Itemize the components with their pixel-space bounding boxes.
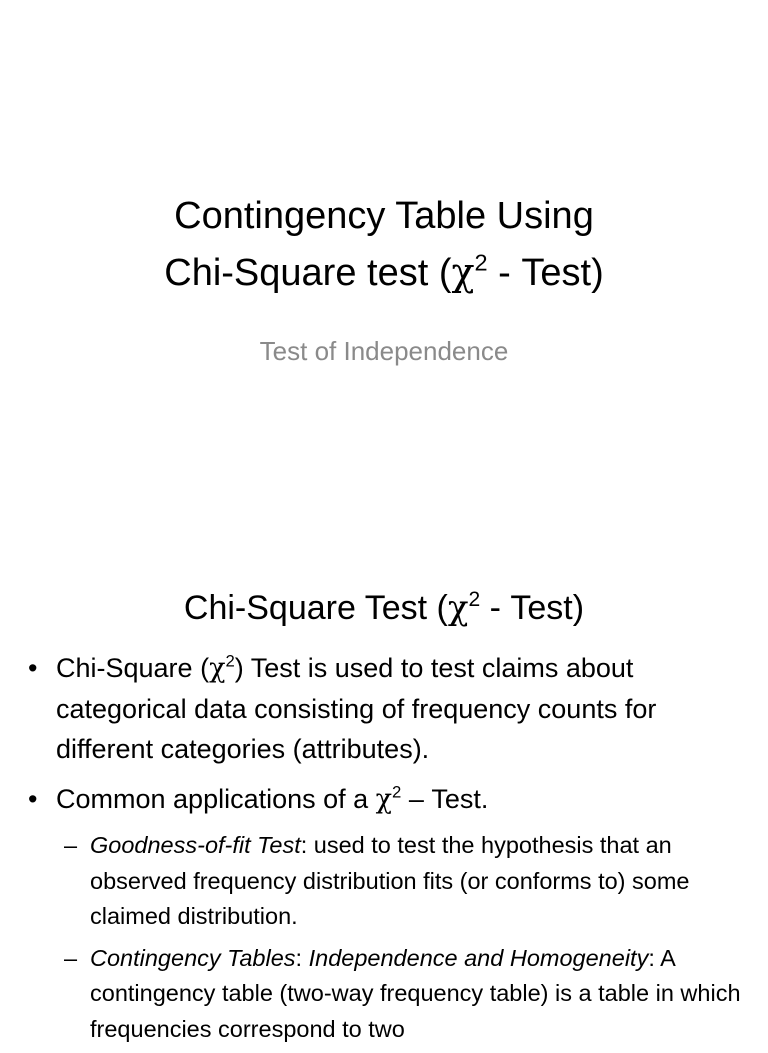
sub-2-text: : A contingency table (two-way frequency table) is a table in which frequencies correspond to two bbox=[90, 944, 741, 1042]
superscript-2: 2 bbox=[474, 249, 488, 276]
bullet-dot-icon: • bbox=[28, 653, 38, 683]
bullet-1-prefix: Chi-Square ( bbox=[56, 653, 210, 683]
sub-1-text: : used to test the hypothesis that an observed frequency distribution fits (or conforms to) some claimed distribution. bbox=[90, 832, 690, 929]
title-line-1: Contingency Table Using bbox=[174, 195, 594, 237]
chi-symbol: χ bbox=[209, 653, 226, 684]
sub-bullet-list bbox=[28, 828, 743, 1047]
superscript-2: 2 bbox=[468, 587, 481, 611]
bullet-item-chi-square-definition bbox=[28, 648, 743, 769]
slide-subtitle: Test of Independence bbox=[259, 336, 509, 366]
bullet-dot-icon: • bbox=[28, 784, 38, 814]
chi-symbol: χ bbox=[375, 784, 393, 815]
slide-2-title-prefix: Chi-Square Test ( bbox=[183, 589, 448, 627]
content-slide bbox=[0, 540, 768, 1042]
bullet-item-common-applications bbox=[28, 779, 743, 820]
sub-1-label: Goodness-of-fit Test bbox=[90, 832, 301, 858]
superscript-2: 2 bbox=[225, 651, 235, 671]
chi-symbol: χ bbox=[451, 250, 475, 294]
dash-icon: – bbox=[64, 832, 78, 858]
bullet-2-prefix: Common applications of a bbox=[56, 784, 376, 814]
slide-2-title-suffix: - Test) bbox=[480, 589, 585, 627]
chi-symbol: χ bbox=[447, 588, 469, 628]
slide-2-title bbox=[0, 580, 768, 636]
sub-bullet-contingency-tables bbox=[28, 941, 743, 1048]
title-line-2 bbox=[0, 244, 768, 301]
title-line-2-prefix: Chi-Square test ( bbox=[164, 252, 452, 294]
bullet-2-text: – Test. bbox=[401, 784, 489, 814]
superscript-2: 2 bbox=[392, 782, 402, 802]
sub-2-label: Contingency Tables bbox=[90, 944, 296, 971]
sub-2-colon: : bbox=[295, 944, 309, 971]
dash-icon: – bbox=[64, 944, 78, 971]
slide-title bbox=[0, 188, 768, 301]
sub-2-label-2: Independence and Homogeneity bbox=[308, 944, 649, 971]
sub-bullet-goodness-of-fit bbox=[28, 828, 743, 935]
bullet-list bbox=[28, 648, 743, 1053]
title-line-2-suffix: - Test) bbox=[487, 252, 604, 294]
bullet-1-text: ) Test is used to test claims about categorical data consisting of frequency counts for different categories (attributes). bbox=[56, 653, 657, 764]
